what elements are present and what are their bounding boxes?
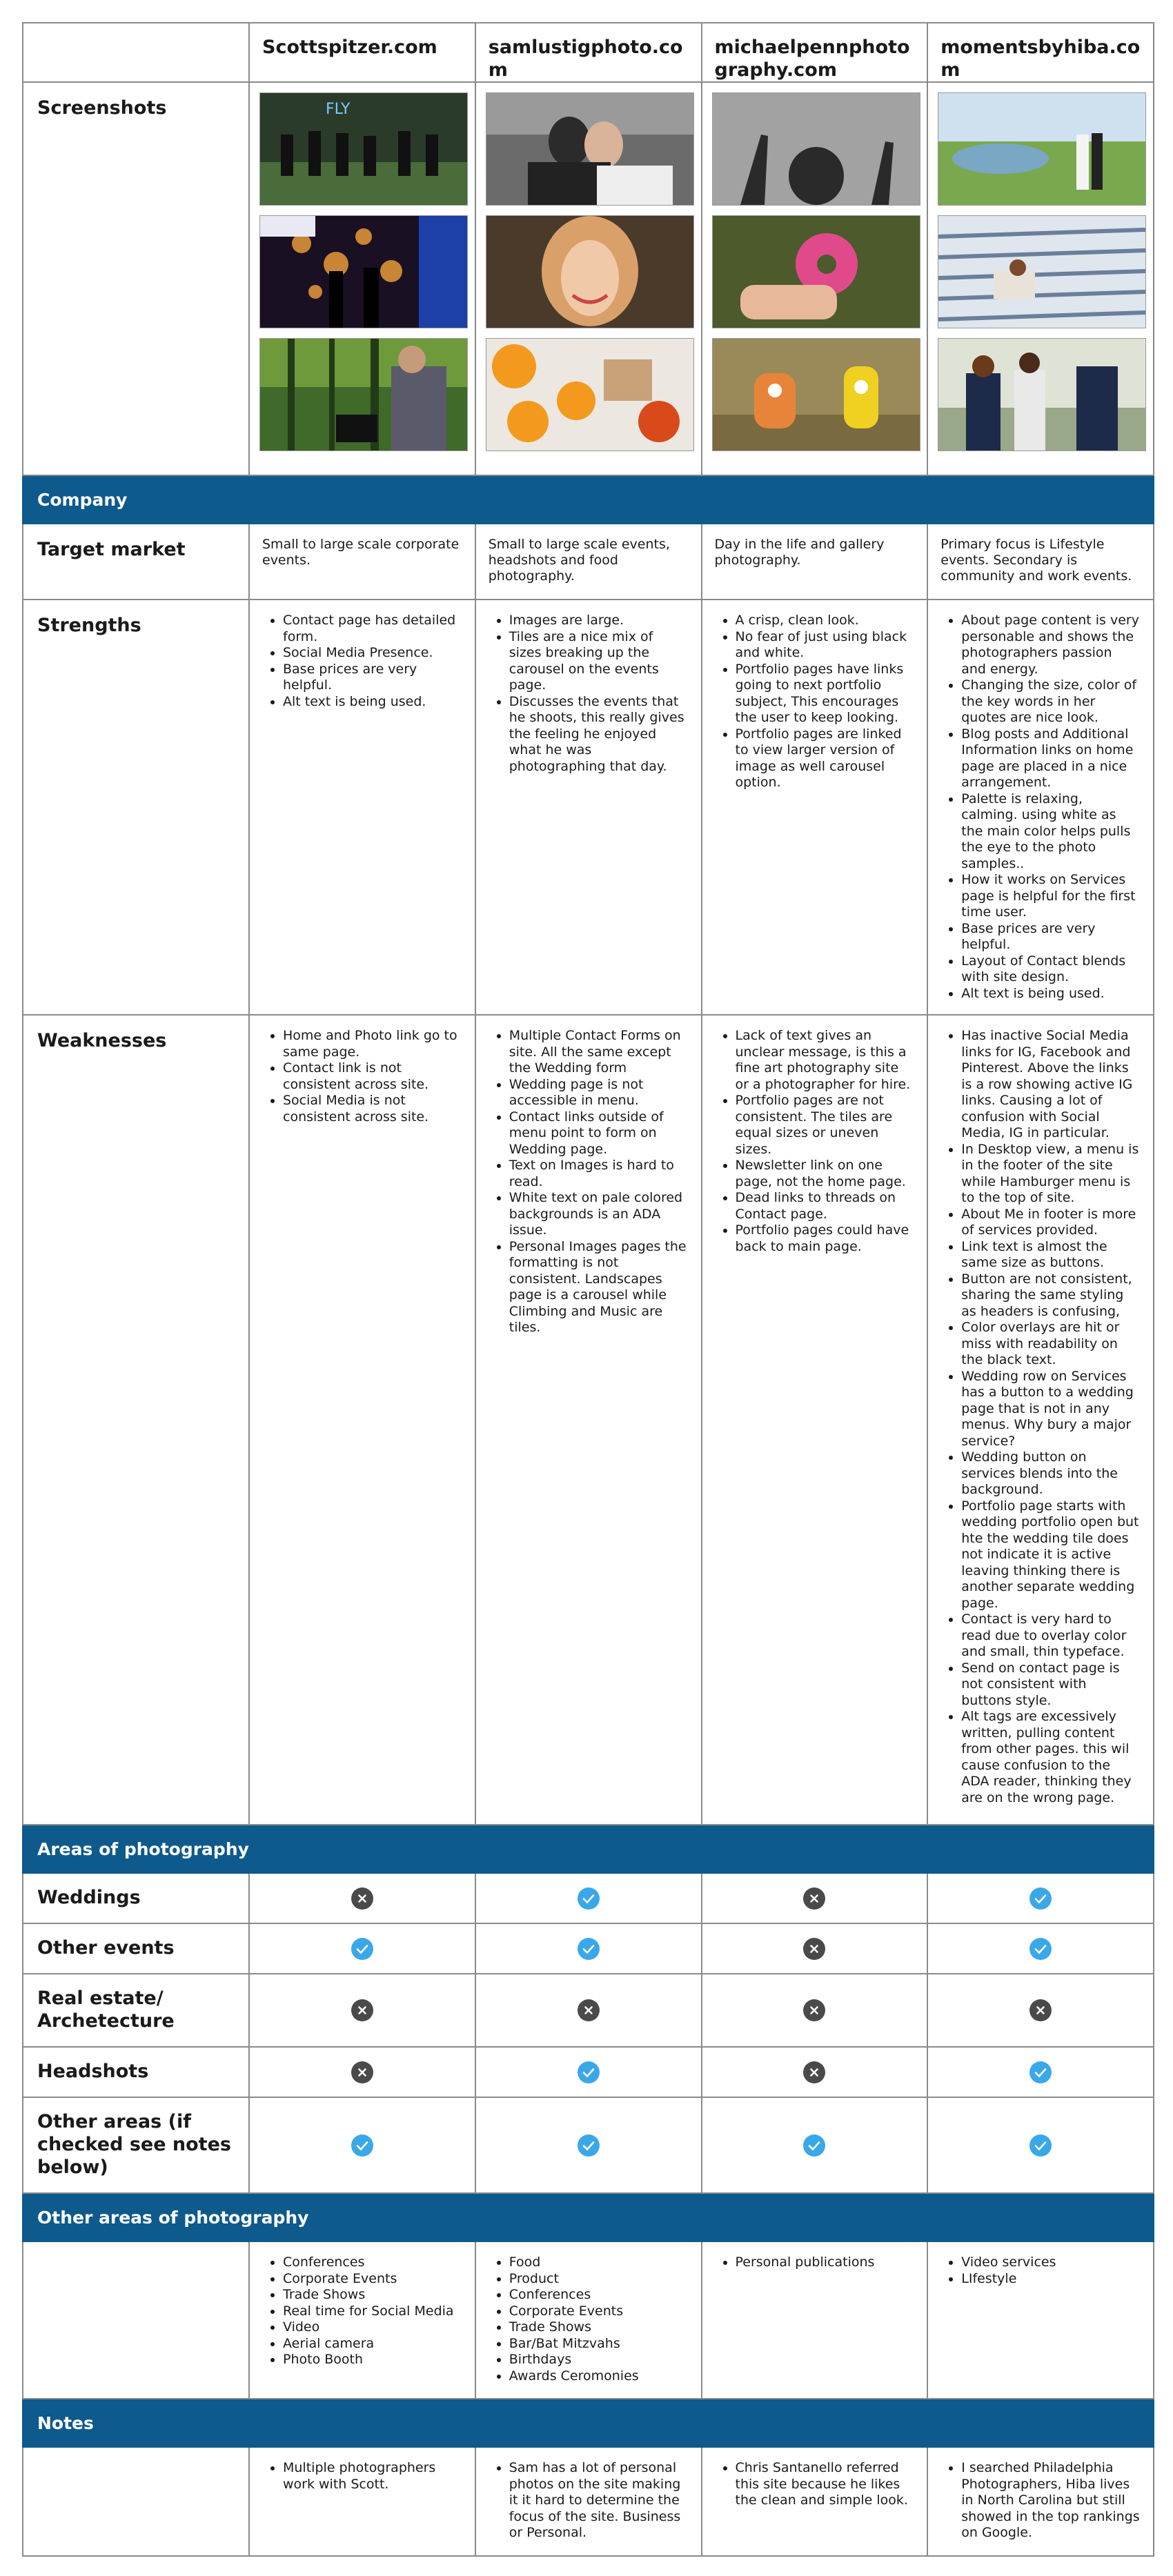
area-row [23, 1923, 1154, 1974]
list-item: • In Desktop view, a menu is in the footer of the site while Hamburger menu is to the top of site. [961, 1142, 1141, 1207]
screenshot-bride-lake [938, 92, 1146, 206]
x-circle-icon [802, 1999, 826, 2022]
list-item: • Sam has a lot of personal photos on the site making it it hard to determine the focus of the site. Business or Personal. [509, 2460, 689, 2542]
strengths-cell [702, 600, 928, 1015]
target-market-cell: Small to large scale corporate events. [249, 524, 475, 600]
section-title: Company [23, 475, 1154, 524]
x-circle-icon [351, 1999, 374, 2022]
list-item: • How it works on Services page is helpful for the first time user. [961, 872, 1141, 921]
list-item: • Contact link is not consistent across site. [283, 1060, 462, 1093]
other-areas-cell [702, 2241, 928, 2399]
header-row [23, 23, 1154, 82]
other-areas-cell [475, 2241, 702, 2399]
other-areas-cell [249, 2241, 475, 2399]
list-item: • Images are large. [509, 613, 689, 629]
list-item: • Send on contact page is not consistent with buttons style. [961, 1661, 1141, 1710]
area-status-cell [702, 2097, 928, 2193]
list-item: • Contact page has detailed form. [283, 613, 462, 645]
notes-cell [475, 2447, 702, 2556]
list-item: • Contact links outside of menu point to form on Wedding page. [509, 1109, 689, 1158]
area-status-cell [475, 2097, 702, 2193]
strengths-list [489, 613, 689, 775]
list-item: • Newsletter link on one page, not the home page. [736, 1158, 915, 1190]
screenshot-band-photo [259, 92, 468, 206]
list-item: • Conferences [283, 2255, 462, 2271]
list-item: • Portfolio pages are linked to view larger version of image as well carousel option. [736, 726, 915, 791]
list-item: • Portfolio pages could have back to main page. [736, 1222, 915, 1255]
list-item: • Video [283, 2319, 462, 2336]
area-row [23, 1873, 1154, 1923]
x-circle-icon [351, 1887, 374, 1910]
area-row [23, 1974, 1154, 2047]
screenshot-forest-camera [259, 338, 468, 451]
other-areas-list [715, 2255, 915, 2271]
list-item: • Portfolio pages have links going to next portfolio subject, This encourages the user to keep looking. [736, 662, 915, 726]
area-status-cell [702, 1923, 928, 1974]
area-status-cell [249, 1923, 475, 1974]
comparison-table-wrapper [22, 22, 1153, 2557]
screenshots-cell [702, 82, 928, 475]
section-header-notes [23, 2399, 1154, 2447]
area-row [23, 2047, 1154, 2097]
area-status-cell [475, 1974, 702, 2047]
screenshot-headshot-portrait [486, 215, 694, 328]
notes-list [940, 2460, 1141, 2542]
row-label-target-market: Target market [23, 524, 249, 600]
strengths-list [715, 613, 915, 791]
list-item: • I searched Philadelphia Photographers, Hiba lives in North Carolina but still showed in the top rankings on Google. [961, 2460, 1141, 2542]
row-label-strengths: Strengths [23, 600, 249, 1015]
screenshot-toys [712, 338, 920, 451]
list-item: • Wedding button on services blends into the background. [961, 1449, 1141, 1498]
target-market-row [23, 524, 1154, 600]
x-circle-icon [577, 1999, 600, 2022]
list-item: • Contact is very hard to read due to overlay color and small, thin typeface. [961, 1612, 1141, 1661]
notes-row [23, 2447, 1154, 2556]
area-label: Weddings [23, 1873, 249, 1923]
screenshot-stadium-seats [938, 215, 1146, 328]
other-areas-list [262, 2255, 462, 2368]
list-item: • Changing the size, color of the key words in her quotes are nice look. [961, 677, 1141, 726]
area-status-cell [249, 2047, 475, 2097]
target-market-cell: Small to large scale events, headshots and food photography. [475, 524, 702, 600]
list-item: • Corporate Events [283, 2271, 462, 2288]
list-item: • LIfestyle [961, 2271, 1141, 2288]
strengths-cell [927, 600, 1154, 1015]
screenshot-graduates [938, 338, 1146, 451]
screenshots-cell [475, 82, 702, 475]
notes-list [262, 2460, 462, 2493]
check-circle-icon [802, 2134, 826, 2157]
area-status-cell [249, 2097, 475, 2193]
x-circle-icon [351, 2061, 374, 2084]
list-item: • Text on Images is hard to read. [509, 1158, 689, 1190]
list-item: • Portfolio page starts with wedding portfolio open but hte the wedding tile does not indicate it is active leaving thinking there is another separate wedding page. [961, 1498, 1141, 1612]
section-title: Notes [23, 2399, 1154, 2447]
list-item: • Has inactive Social Media links for IG, Facebook and Pinterest. Above the links is a row showing active IG links. Causing a lot of confusion with Social Media, IG in particular. [961, 1028, 1141, 1142]
list-item: • Corporate Events [509, 2303, 689, 2320]
list-item: • Alt text is being used. [283, 694, 462, 711]
list-item: • Alt tags are excessively written, pulling content from other pages. this wil cause confusion to the ADA reader, thinking they are on the wrong page. [961, 1709, 1141, 1806]
list-item: • About page content is very personable and shows the photographers passion and energy. [961, 613, 1141, 677]
list-item: • Color overlays are hit or miss with readability on the black text. [961, 1320, 1141, 1369]
notes-cell [249, 2447, 475, 2556]
list-item: • White text on pale colored backgrounds is an ADA issue. [509, 1190, 689, 1239]
area-status-cell [475, 1923, 702, 1974]
list-item: • Food [509, 2255, 689, 2271]
list-item: • Multiple Contact Forms on site. All the same except the Wedding form [509, 1028, 689, 1077]
section-header-company [23, 475, 1154, 524]
list-item: • Aerial camera [283, 2336, 462, 2352]
list-item: • Bar/Bat Mitzvahs [509, 2336, 689, 2352]
site-name: Scottspitzer.com [249, 23, 475, 82]
check-circle-icon [1029, 2134, 1052, 2157]
area-status-cell [475, 1873, 702, 1923]
list-item: • Social Media is not consistent across site. [283, 1093, 462, 1125]
list-item: • Social Media Presence. [283, 645, 462, 662]
weaknesses-cell [475, 1015, 702, 1825]
section-header-other-areas [23, 2193, 1154, 2241]
screenshot-wedding-kiss [486, 92, 694, 206]
area-status-cell [702, 2047, 928, 2097]
list-item: • No fear of just using black and white. [736, 629, 915, 662]
list-item: • Button are not consistent, sharing the same styling as headers is confusing, [961, 1271, 1141, 1320]
list-item: • Photo Booth [283, 2352, 462, 2368]
x-circle-icon [802, 2061, 826, 2084]
x-circle-icon [802, 1937, 826, 1961]
weaknesses-row [23, 1015, 1154, 1825]
weaknesses-list [489, 1028, 689, 1336]
check-circle-icon [351, 2134, 374, 2157]
row-label-screenshots: Screenshots [23, 82, 249, 475]
area-status-cell [927, 2097, 1154, 2193]
list-item: • Personal Images pages the formatting is not consistent. Landscapes page is a carousel while Climbing and Music are tiles. [509, 1239, 689, 1336]
notes-list [715, 2460, 915, 2509]
notes-empty-cell [23, 2447, 249, 2556]
list-item: • Base prices are very helpful. [961, 921, 1141, 953]
list-item: • Wedding page is not accessible in menu. [509, 1077, 689, 1109]
check-circle-icon [1029, 1937, 1052, 1961]
strengths-cell [475, 600, 702, 1015]
area-status-cell [927, 1873, 1154, 1923]
list-item: • Palette is relaxing, calming. using white as the main color helps pulls the eye to the photo samples.. [961, 791, 1141, 873]
list-item: • Layout of Contact blends with site design. [961, 953, 1141, 986]
other-areas-list [489, 2255, 689, 2384]
area-label: Headshots [23, 2047, 249, 2097]
area-status-cell [475, 2047, 702, 2097]
list-item: • Chris Santanello referred this site because he likes the clean and simple look. [736, 2460, 915, 2509]
list-item: • Trade Shows [509, 2319, 689, 2336]
other-areas-empty-cell [23, 2241, 249, 2399]
check-circle-icon [577, 1887, 600, 1910]
list-item: • Video services [961, 2255, 1141, 2271]
check-circle-icon [1029, 2061, 1052, 2084]
other-areas-cell [927, 2241, 1154, 2399]
row-label-weaknesses: Weaknesses [23, 1015, 249, 1825]
x-circle-icon [1029, 1999, 1052, 2022]
area-status-cell [702, 1873, 928, 1923]
weaknesses-cell [927, 1015, 1154, 1825]
screenshot-event-lights [259, 215, 468, 328]
area-status-cell [927, 1923, 1154, 1974]
list-item: • Portfolio pages are not consistent. The tiles are equal sizes or uneven sizes. [736, 1093, 915, 1158]
weaknesses-list [940, 1028, 1141, 1806]
list-item: • Trade Shows [283, 2287, 462, 2303]
check-circle-icon [577, 2061, 600, 2084]
notes-cell [702, 2447, 928, 2556]
check-circle-icon [577, 1937, 600, 1961]
list-item: • Awards Ceromonies [509, 2368, 689, 2385]
list-item: • Multiple photographers work with Scott. [283, 2460, 462, 2493]
list-item: • A crisp, clean look. [736, 613, 915, 629]
site-name: michaelpennphotography.com [702, 23, 928, 82]
competitor-comparison-table [22, 22, 1154, 2557]
notes-cell [927, 2447, 1154, 2556]
check-circle-icon [577, 2134, 600, 2157]
list-item: • Lack of text gives an unclear message, is this a fine art photography site or a photographer for hire. [736, 1028, 915, 1093]
list-item: • Discusses the events that he shoots, this really gives the feeling he enjoyed what he was photographing that day. [509, 694, 689, 775]
site-name: momentsbyhiba.com [927, 23, 1154, 82]
area-status-cell [927, 2047, 1154, 2097]
list-item: • Real time for Social Media [283, 2303, 462, 2320]
screenshot-donut [712, 215, 920, 328]
x-circle-icon [802, 1887, 826, 1910]
other-areas-list [940, 2255, 1141, 2287]
list-item: • Birthdays [509, 2352, 689, 2368]
strengths-list [262, 613, 462, 710]
area-label: Other areas (if checked see notes below) [23, 2097, 249, 2193]
area-row [23, 2097, 1154, 2193]
notes-list [489, 2460, 689, 2542]
strengths-cell [249, 600, 475, 1015]
check-circle-icon [351, 1937, 374, 1961]
area-status-cell [927, 1974, 1154, 2047]
list-item: • Wedding row on Services has a button to a wedding page that is not in any menus. Why bury a major service? [961, 1369, 1141, 1450]
section-header-areas [23, 1825, 1154, 1873]
screenshots-cell [249, 82, 475, 475]
list-item: • About Me in footer is more of services provided. [961, 1207, 1141, 1239]
weaknesses-list [262, 1028, 462, 1125]
screenshot-food-oranges [486, 338, 694, 451]
list-item: • Personal publications [736, 2255, 915, 2271]
area-status-cell [702, 1974, 928, 2047]
svg-text:FLY: FLY [326, 101, 351, 118]
list-item: • Product [509, 2271, 689, 2288]
list-item: • Base prices are very helpful. [283, 662, 462, 694]
area-label: Real estate/ Archetecture [23, 1974, 249, 2047]
weaknesses-list [715, 1028, 915, 1255]
list-item: • Blog posts and Additional Information links on home page are placed in a nice arrangement. [961, 726, 1141, 791]
area-label: Other events [23, 1923, 249, 1974]
check-circle-icon [1029, 1887, 1052, 1910]
list-item: • Home and Photo link go to same page. [283, 1028, 462, 1060]
weaknesses-cell [249, 1015, 475, 1825]
list-item: • Tiles are a nice mix of sizes breaking up the carousel on the events page. [509, 629, 689, 694]
header-empty-cell [23, 23, 249, 82]
area-status-cell [249, 1974, 475, 2047]
list-item: • Conferences [509, 2287, 689, 2303]
screenshot-bw-hands [712, 92, 920, 206]
list-item: • Alt text is being used. [961, 986, 1141, 1002]
weaknesses-cell [702, 1015, 928, 1825]
list-item: • Link text is almost the same size as buttons. [961, 1239, 1141, 1271]
screenshots-row [23, 82, 1154, 475]
area-status-cell [249, 1873, 475, 1923]
target-market-cell: Day in the life and gallery photography. [702, 524, 928, 600]
other-areas-row [23, 2241, 1154, 2399]
section-title: Areas of photography [23, 1825, 1154, 1873]
target-market-cell: Primary focus is Lifestyle events. Secondary is community and work events. [927, 524, 1154, 600]
screenshots-cell [927, 82, 1154, 475]
section-title: Other areas of photography [23, 2193, 1154, 2241]
strengths-list [940, 613, 1141, 1002]
list-item: • Dead links to threads on Contact page. [736, 1190, 915, 1222]
site-name: samlustigphoto.com [475, 23, 702, 82]
strengths-row [23, 600, 1154, 1015]
